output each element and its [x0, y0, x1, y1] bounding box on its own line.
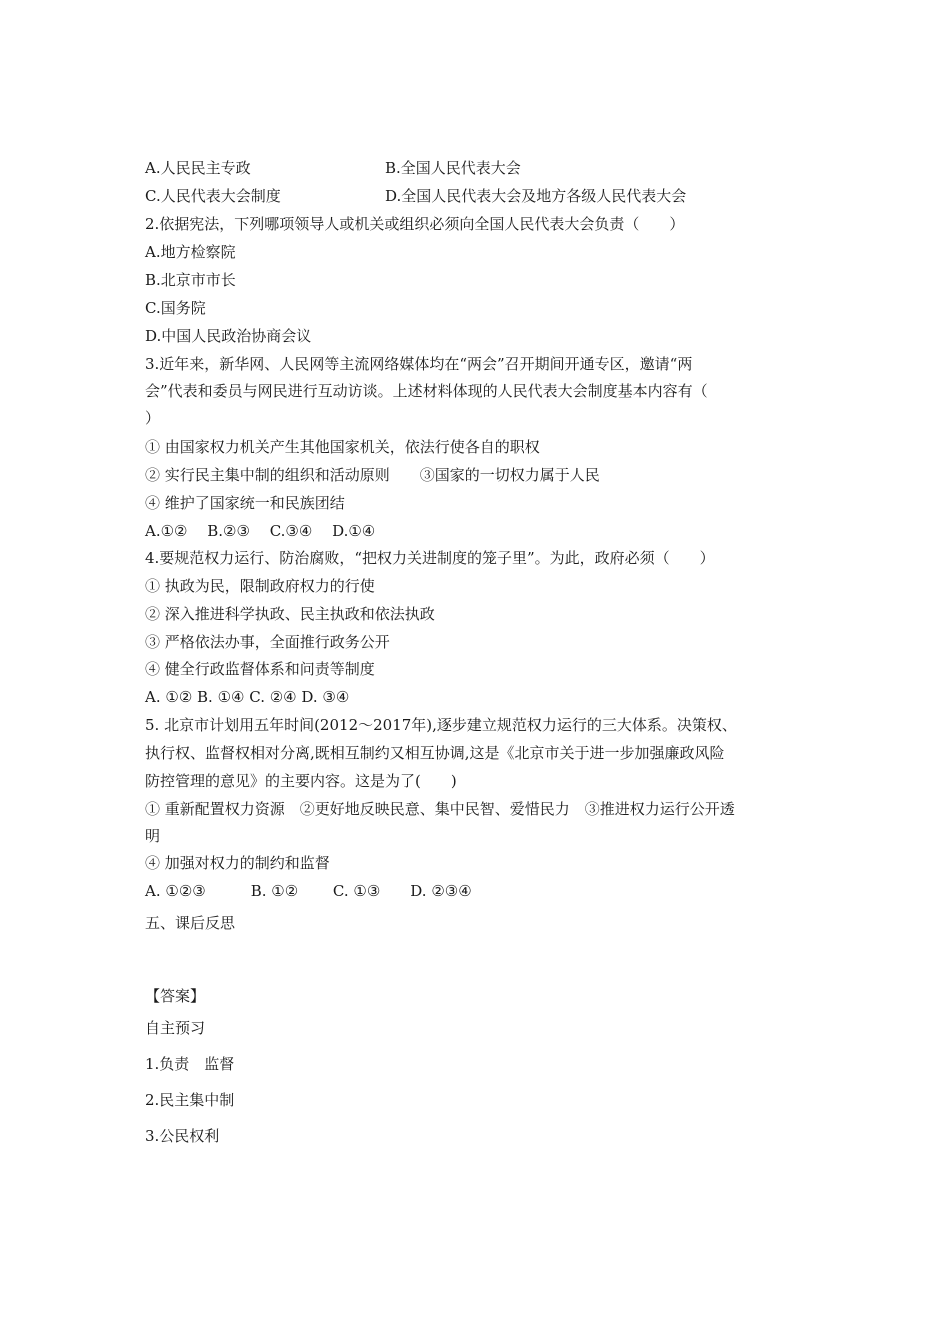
q4-options: A. ①② B. ①④ C. ②④ D. ③④ — [145, 688, 350, 706]
q3-item-2-3: ② 实行民主集中制的组织和活动原则 ③国家的一切权力属于人民 — [145, 466, 600, 484]
q3-item-1: ① 由国家权力机关产生其他国家机关，依法行使各自的职权 — [145, 438, 540, 456]
q4-item-1: ① 执政为民，限制政府权力的行使 — [145, 577, 375, 595]
q4-stem: 4.要规范权力运行、防治腐败，“把权力关进制度的笼子里”。为此，政府必须（ ） — [145, 549, 715, 567]
q4-item-4: ④ 健全行政监督体系和问责等制度 — [145, 660, 375, 678]
q5-item-4: ④ 加强对权力的制约和监督 — [145, 854, 330, 872]
answers-subheading: 自主预习 — [145, 1019, 206, 1037]
q2-option-d: D.中国人民政治协商会议 — [145, 327, 312, 345]
q3-stem-line1: 3.近年来，新华网、人民网等主流网络媒体均在“两会”召开期间开通专区，邀请“两 — [145, 355, 693, 373]
q5-options: A. ①②③ B. ①② C. ①③ D. ②③④ — [145, 882, 472, 900]
answer-item-1: 1.负责 监督 — [145, 1055, 235, 1073]
answer-item-3: 3.公民权利 — [145, 1127, 220, 1145]
section-reflection-heading: 五、课后反思 — [145, 914, 236, 932]
q3-options: A.①② B.②③ C.③④ D.①④ — [145, 522, 376, 540]
answers-heading: 【答案】 — [145, 987, 206, 1005]
q2-option-a: A.地方检察院 — [145, 243, 236, 261]
q1-option-d: D.全国人民代表大会及地方各级人民代表大会 — [385, 187, 687, 205]
q3-stem-line3: ） — [145, 409, 161, 427]
q5-items-line1: ① 重新配置权力资源 ②更好地反映民意、集中民智、爱惜民力 ③推进权力运行公开透 — [145, 800, 735, 818]
q5-stem-line3: 防控管理的意见》的主要内容。这是为了( ) — [145, 772, 457, 790]
q5-items-line2: 明 — [145, 827, 161, 845]
answer-item-2: 2.民主集中制 — [145, 1091, 235, 1109]
q4-item-2: ② 深入推进科学执政、民主执政和依法执政 — [145, 605, 435, 623]
q5-stem-line1: 5. 北京市计划用五年时间(2012～2017年),逐步建立规范权力运行的三大体系。决策权、 — [145, 716, 737, 734]
q4-item-3: ③ 严格依法办事，全面推行政务公开 — [145, 633, 390, 651]
q1-option-a: A.人民民主专政 — [145, 159, 251, 177]
q3-stem-line2: 会”代表和委员与网民进行互动访谈。上述材料体现的人民代表大会制度基本内容有（ — [145, 382, 708, 400]
q2-option-b: B.北京市市长 — [145, 271, 236, 289]
q3-item-4: ④ 维护了国家统一和民族团结 — [145, 494, 345, 512]
q1-option-c: C.人民代表大会制度 — [145, 187, 281, 205]
q2-option-c: C.国务院 — [145, 299, 206, 317]
q5-stem-line2: 执行权、监督权相对分离,既相互制约又相互协调,这是《北京市关于进一步加强廉政风险 — [145, 744, 725, 762]
q2-stem: 2.依据宪法，下列哪项领导人或机关或组织必须向全国人民代表大会负责（ ） — [145, 215, 685, 233]
q1-option-b: B.全国人民代表大会 — [385, 159, 521, 177]
